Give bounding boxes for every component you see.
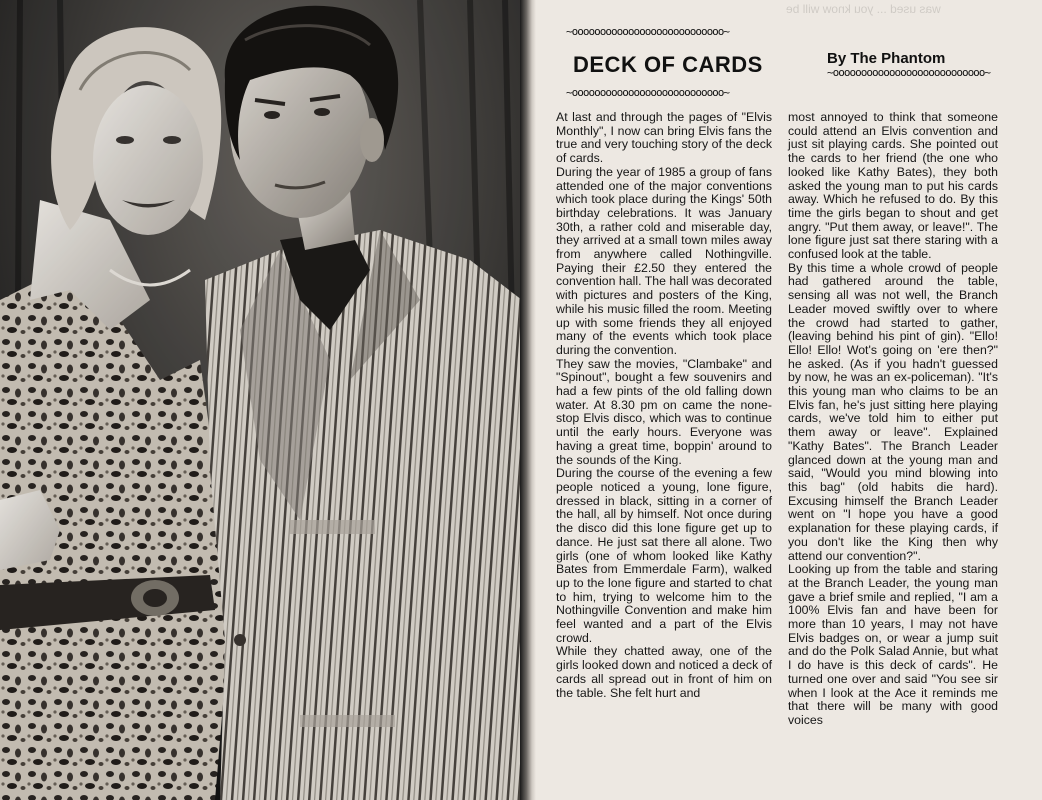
article-page — [536, 0, 1042, 800]
paragraph: They saw the movies, "Clambake" and "Spinout", bought a few souvenirs and had a few pints of the old falling down water. At 8.30 pm on came the none-stop Elvis disco, which was to continue until the early hours. Everyone was having a great time, boppin' around to the sounds of the King. — [556, 356, 772, 467]
paragraph: Looking up from the table and staring at the Branch Leader, the young man gave a brief smile and replied, "I am a 100% Elvis fan and have been for more than 10 years, I may not have Elvis badges on, or wear a jump suit and do the Polk Salad Annie, but what I do have is this deck of cards". He turned one over and said "You see sir when I look at the Ace it reminds me that there will be many with good voices — [788, 562, 998, 727]
paragraph: At last and through the pages of "Elvis Monthly", I now can bring Elvis fans the true and very touching story of the deck of cards. — [556, 110, 772, 166]
ornament-under-byline: ~ooooooooooooooooooooooooooo~ — [827, 66, 991, 79]
paragraph: By this time a whole crowd of people had gathered around the table, sensing all was not well, the Branch Leader moved swiftly over to where the crowd had started to gather, (leaving behind his pint of gin). "Ello! Ello! Ello! Wot's going on 'ere then?" he asked. (As if you hadn't guessed by now, he was an ex-policeman). "It's this young man who claims to be an Elvis fan, he's just sitting here playing cards, we've told him to either put them away or leave". Explained "Kathy Bates". The Branch Leader glanced down at the young man and said, "Would you mind blowing into this bag" (old habits die hard). Excusing himself the Branch Leader went on "I hope you have a good explanation for these playing cards, if you don't like the King then why attend our convention?". — [788, 260, 998, 563]
paragraph: During the year of 1985 a group of fans attended one of the major conventions which took place during the Kings' 50th birthday celebrations. It was January 30th, a rather cold and miserable day, they arrived at a small town miles away from anywhere called Nothingville. Paying their £2.50 they entered the convention hall. The hall was decorated with pictures and posters of the King, while his music filled the room. Meeting up with some friends they all enjoyed many of the events which took place during the convention. — [556, 164, 772, 357]
ornament-top: ~ooooooooooooooooooooooooooo~ — [566, 25, 730, 38]
paragraph: most annoyed to think that someone could attend an Elvis convention and just sit playing cards. She pointed out the cards to her friend (the one who looked like Kathy Bates), they both asked the young man to put his cards away. Which he refused to do. By this time the girls began to shout and get angry. "Put them away, or leave!". The lone figure just sat there staring with a confused look at the table. — [788, 110, 998, 262]
paragraph: During the course of the evening a few people noticed a young, lone figure, dressed in black, sitting in a corner of the hall, all by himself. Not once during the disco did this lone figure get up to dance. He just sat there all alone. Two girls (one of whom looked like Kathy Bates from Emmerdale Farm), walked up to the lone figure and started to chat to him, trying to welcome him to the Nothingville Convention and make him feel wanted and a part of the Elvis crowd. — [556, 466, 772, 645]
paragraph: While they chatted away, one of the girls looked down and noticed a deck of cards all spread out in front of him on the table. She felt hurt and — [556, 644, 772, 700]
page-gutter — [520, 0, 536, 800]
article-column-2 — [788, 111, 998, 761]
article-column-1 — [556, 111, 772, 761]
ornament-under-title: ~ooooooooooooooooooooooooooo~ — [566, 86, 730, 99]
article-byline: By The Phantom — [827, 50, 946, 67]
bleed-through-text: was used ... you know will be — [786, 2, 941, 16]
article-title: DECK OF CARDS — [573, 52, 763, 77]
